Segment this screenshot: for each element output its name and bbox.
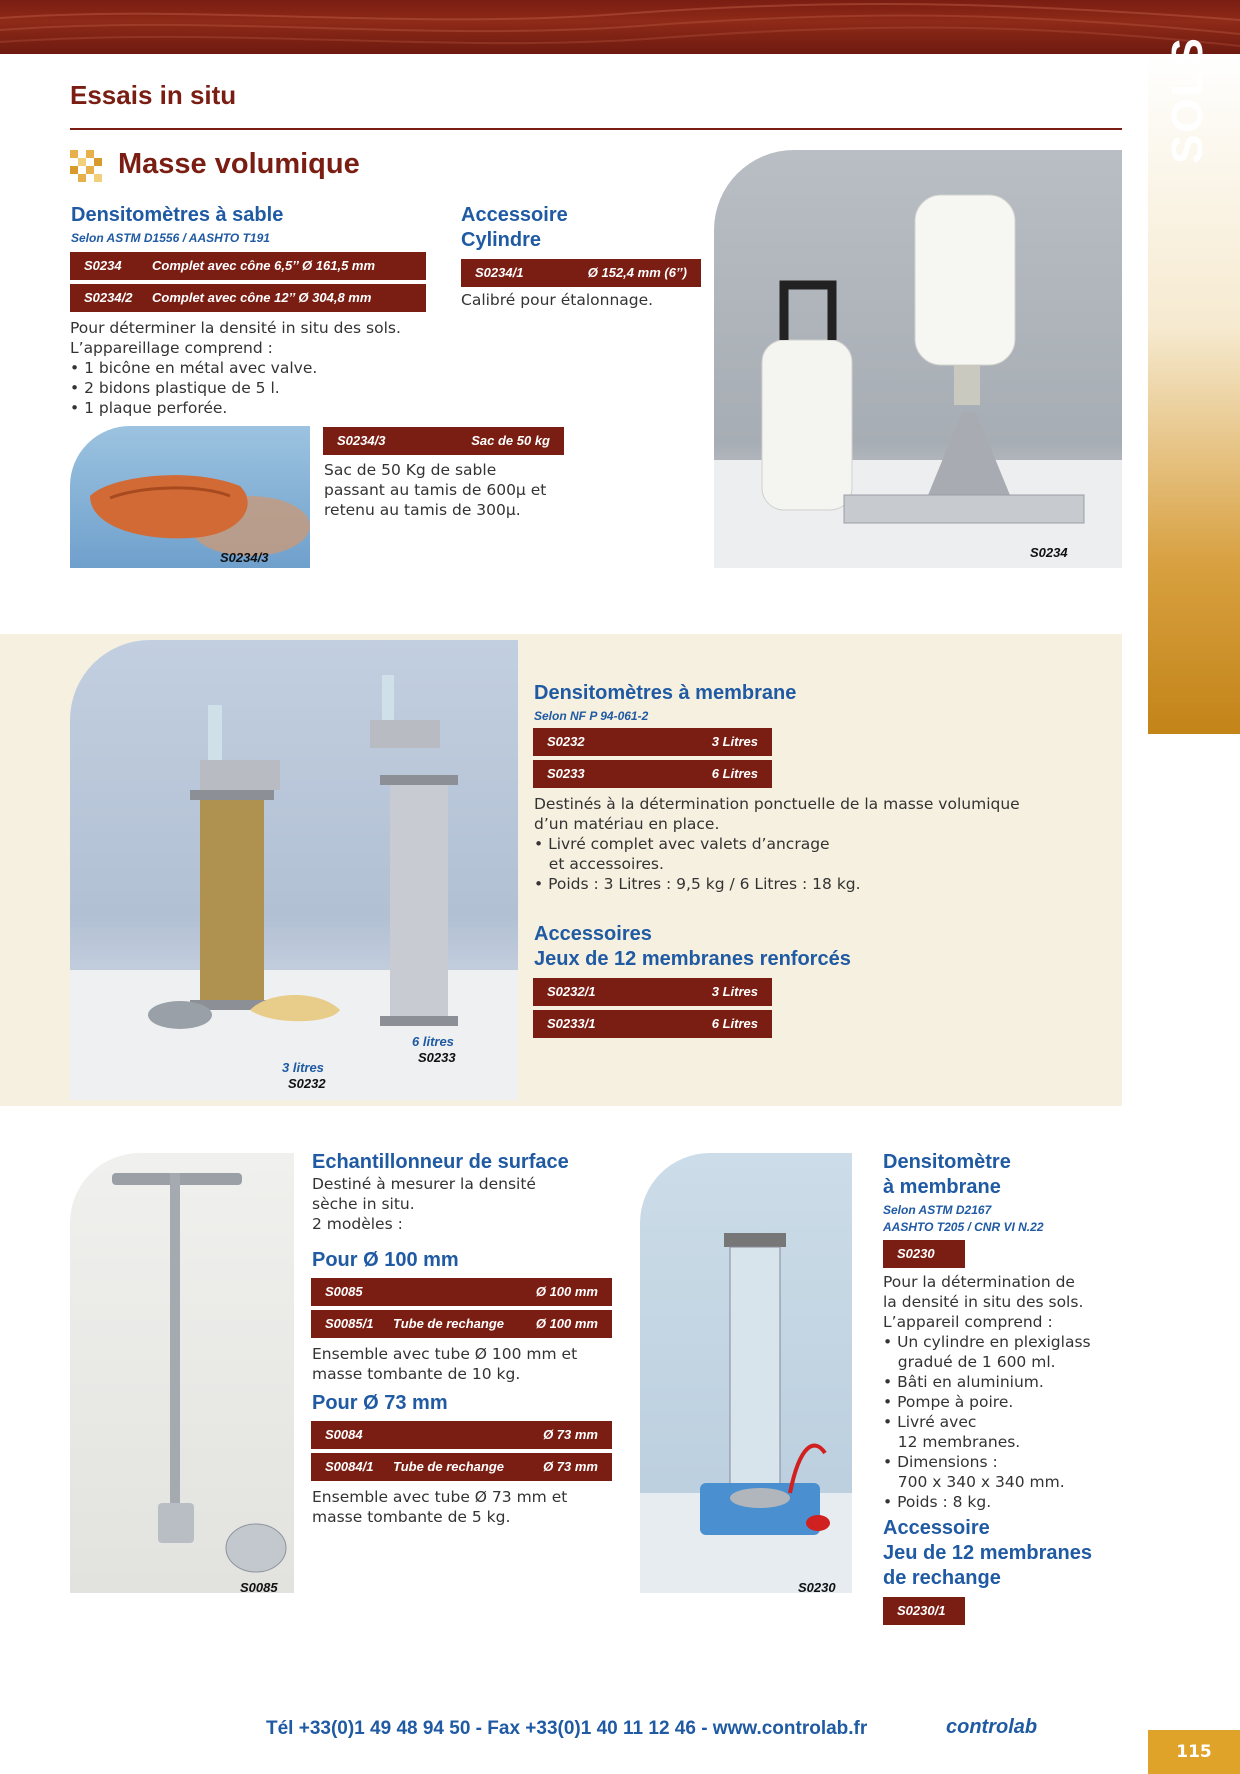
desc-line: • Un cylindre en plexiglass bbox=[883, 1333, 1091, 1351]
sand-bag-photo bbox=[70, 426, 310, 568]
norm-line: AASHTO T205 / CNR VI N.22 bbox=[883, 1220, 1044, 1234]
desc-line: • Poids : 3 Litres : 9,5 kg / 6 Litres : 18 kg. bbox=[534, 875, 861, 893]
desc-line: • Livré complet avec valets d’ancrage bbox=[534, 835, 830, 853]
ref-desc: Tube de rechange bbox=[393, 1316, 505, 1331]
sable-title: Densitomètres à sable bbox=[71, 204, 284, 226]
membrane-title: Densitomètres à membrane bbox=[534, 682, 797, 704]
desc-line: retenu au tamis de 300µ. bbox=[324, 501, 521, 519]
top-banner bbox=[0, 0, 1240, 54]
ref-code: S0234/2 bbox=[84, 290, 133, 305]
checker-icon bbox=[70, 150, 106, 184]
ref-value: Ø 152,4 mm (6’’) bbox=[587, 265, 687, 280]
ref-code: S0234 bbox=[84, 258, 122, 273]
ref-row bbox=[70, 284, 426, 312]
title-line: de rechange bbox=[883, 1567, 1001, 1589]
brand-logo: controlab bbox=[946, 1716, 1038, 1738]
desc-line: 700 x 340 x 340 mm. bbox=[883, 1473, 1065, 1491]
desc-line: la densité in situ des sols. bbox=[883, 1293, 1084, 1311]
ref-code: S0234/3 bbox=[337, 433, 386, 448]
desc-line: • Pompe à poire. bbox=[883, 1393, 1014, 1411]
balloon-norm bbox=[883, 1202, 1044, 1236]
surface-sampler-illustration bbox=[70, 1153, 294, 1593]
ref-code: S0230 bbox=[897, 1246, 935, 1261]
title-line: Accessoire bbox=[883, 1517, 990, 1539]
ref-row bbox=[311, 1310, 612, 1338]
photo-caption: S0085 bbox=[240, 1580, 278, 1595]
ref-value: Ø 73 mm bbox=[543, 1427, 598, 1442]
title-rule bbox=[70, 128, 1122, 130]
membrane-norm: Selon NF P 94-061-2 bbox=[534, 709, 649, 723]
desc-line: • 1 bicône en métal avec valve. bbox=[70, 359, 318, 377]
section-title: Essais in situ bbox=[70, 80, 237, 110]
wave-decoration bbox=[0, 0, 1240, 54]
desc-line: Pour la détermination de bbox=[883, 1273, 1075, 1291]
ref-value: Ø 100 mm bbox=[535, 1284, 598, 1299]
model-heading: Pour Ø 100 mm bbox=[312, 1249, 459, 1271]
desc-line: gradué de 1 600 ml. bbox=[883, 1353, 1056, 1371]
desc-line: Destiné à mesurer la densité bbox=[312, 1175, 536, 1193]
ref-value: 3 Litres bbox=[711, 734, 758, 749]
desc-line: • 1 plaque perforée. bbox=[70, 399, 228, 417]
photo-caption: S0232 bbox=[288, 1076, 326, 1091]
photo-caption: S0234/3 bbox=[220, 550, 269, 565]
desc-line: • 2 bidons plastique de 5 l. bbox=[70, 379, 280, 397]
membrane-accessories-title bbox=[534, 922, 851, 972]
desc-line: • Dimensions : bbox=[883, 1453, 998, 1471]
ref-row bbox=[70, 252, 426, 280]
title-line: à membrane bbox=[883, 1176, 1001, 1198]
ref-row bbox=[533, 728, 772, 756]
ref-code: S0230/1 bbox=[897, 1603, 946, 1618]
photo-caption: S0233 bbox=[418, 1050, 456, 1065]
title-line: Jeux de 12 membranes renforcés bbox=[534, 948, 851, 970]
sable-norm: Selon ASTM D1556 / AASHTO T191 bbox=[71, 231, 270, 245]
cylindre-description: Calibré pour étalonnage. bbox=[461, 291, 654, 309]
ref-row bbox=[311, 1453, 612, 1481]
subsection-title: Masse volumique bbox=[118, 148, 360, 180]
ref-row bbox=[311, 1278, 612, 1306]
balloon-title bbox=[883, 1150, 1011, 1200]
balloon-description bbox=[883, 1272, 1091, 1512]
density-kit-illustration bbox=[714, 150, 1122, 568]
ref-code: S0085/1 bbox=[325, 1316, 374, 1331]
title-line: Accessoires bbox=[534, 923, 652, 945]
desc-line: Pour déterminer la densité in situ des sols. bbox=[70, 319, 401, 337]
ref-desc: Complet avec cône 6,5’’ Ø 161,5 mm bbox=[152, 258, 376, 273]
title-line: Cylindre bbox=[461, 229, 542, 251]
norm-line: Selon ASTM D2167 bbox=[883, 1203, 992, 1217]
title-line: Densitomètre bbox=[883, 1151, 1011, 1173]
membrane-densitometer-illustration bbox=[70, 640, 518, 1100]
title-line: Jeu de 12 membranes bbox=[883, 1542, 1092, 1564]
contact-footer: Tél +33(0)1 49 48 94 50 - Fax +33(0)1 40 11 12 46 - www.controlab.fr bbox=[266, 1718, 868, 1739]
ref-desc: Tube de rechange bbox=[393, 1459, 505, 1474]
ref-row bbox=[311, 1421, 612, 1449]
sac-description bbox=[324, 460, 546, 520]
desc-line: d’un matériau en place. bbox=[534, 815, 720, 833]
membrane-densitometer-photo bbox=[70, 640, 518, 1100]
desc-line: • Bâti en aluminium. bbox=[883, 1373, 1044, 1391]
ref-value: 3 Litres bbox=[711, 984, 758, 999]
page-number: 115 bbox=[1148, 1730, 1240, 1774]
ref-desc: Complet avec cône 12’’ Ø 304,8 mm bbox=[152, 290, 372, 305]
side-tab-label: SOLS bbox=[1163, 36, 1212, 164]
model-description bbox=[312, 1487, 567, 1527]
desc-line: 2 modèles : bbox=[312, 1215, 403, 1233]
desc-line: L’appareil comprend : bbox=[883, 1313, 1053, 1331]
desc-line: • Poids : 8 kg. bbox=[883, 1493, 992, 1511]
ref-code: S0233/1 bbox=[547, 1016, 596, 1031]
desc-line: et accessoires. bbox=[534, 855, 664, 873]
ref-code: S0232/1 bbox=[547, 984, 596, 999]
surface-sampler-photo bbox=[70, 1153, 294, 1593]
ref-code: S0233 bbox=[547, 766, 585, 781]
title-line: Accessoire bbox=[461, 204, 568, 226]
desc-line: Ensemble avec tube Ø 100 mm et bbox=[312, 1345, 578, 1363]
ref-value: Sac de 50 kg bbox=[471, 433, 550, 448]
ref-value: Ø 100 mm bbox=[535, 1316, 598, 1331]
ref-value: 6 Litres bbox=[711, 1016, 758, 1031]
desc-line: masse tombante de 5 kg. bbox=[312, 1508, 511, 1526]
sable-description bbox=[70, 318, 401, 418]
ref-row bbox=[533, 978, 772, 1006]
ref-row bbox=[323, 427, 564, 455]
desc-line: L’appareillage comprend : bbox=[70, 339, 273, 357]
balloon-densitometer-photo bbox=[640, 1153, 852, 1593]
desc-line: masse tombante de 10 kg. bbox=[312, 1365, 521, 1383]
ref-code: S0234/1 bbox=[475, 265, 524, 280]
ref-code: S0084 bbox=[325, 1427, 363, 1442]
membrane-description bbox=[534, 794, 1020, 894]
desc-line: Sac de 50 Kg de sable bbox=[324, 461, 497, 479]
desc-line: Destinés à la détermination ponctuelle de la masse volumique bbox=[534, 795, 1020, 813]
model-description bbox=[312, 1344, 577, 1384]
ref-code: S0084/1 bbox=[325, 1459, 374, 1474]
model-heading: Pour Ø 73 mm bbox=[312, 1392, 448, 1414]
desc-line: sèche in situ. bbox=[312, 1195, 415, 1213]
ref-value: 6 Litres bbox=[711, 766, 758, 781]
ref-row bbox=[883, 1597, 965, 1625]
ref-row bbox=[533, 760, 772, 788]
balloon-accessory-title bbox=[883, 1516, 1092, 1591]
ref-code: S0232 bbox=[547, 734, 585, 749]
sampler-description bbox=[312, 1174, 536, 1234]
sand-bag-illustration bbox=[70, 426, 310, 568]
desc-line: • Livré avec bbox=[883, 1413, 977, 1431]
density-kit-photo bbox=[714, 150, 1122, 568]
sampler-title: Echantillonneur de surface bbox=[312, 1151, 569, 1173]
photo-caption: 3 litres bbox=[282, 1060, 324, 1075]
desc-line: Ensemble avec tube Ø 73 mm et bbox=[312, 1488, 568, 1506]
ref-code: S0085 bbox=[325, 1284, 363, 1299]
photo-caption: S0230 bbox=[798, 1580, 836, 1595]
ref-row bbox=[533, 1010, 772, 1038]
ref-row bbox=[883, 1240, 965, 1268]
desc-line: passant au tamis de 600µ et bbox=[324, 481, 547, 499]
cylindre-title bbox=[461, 203, 568, 253]
ref-value: Ø 73 mm bbox=[543, 1459, 598, 1474]
desc-line: 12 membranes. bbox=[883, 1433, 1021, 1451]
balloon-densitometer-illustration bbox=[640, 1153, 852, 1593]
ref-row bbox=[461, 259, 701, 287]
photo-caption: 6 litres bbox=[412, 1034, 454, 1049]
photo-caption: S0234 bbox=[1030, 545, 1068, 560]
